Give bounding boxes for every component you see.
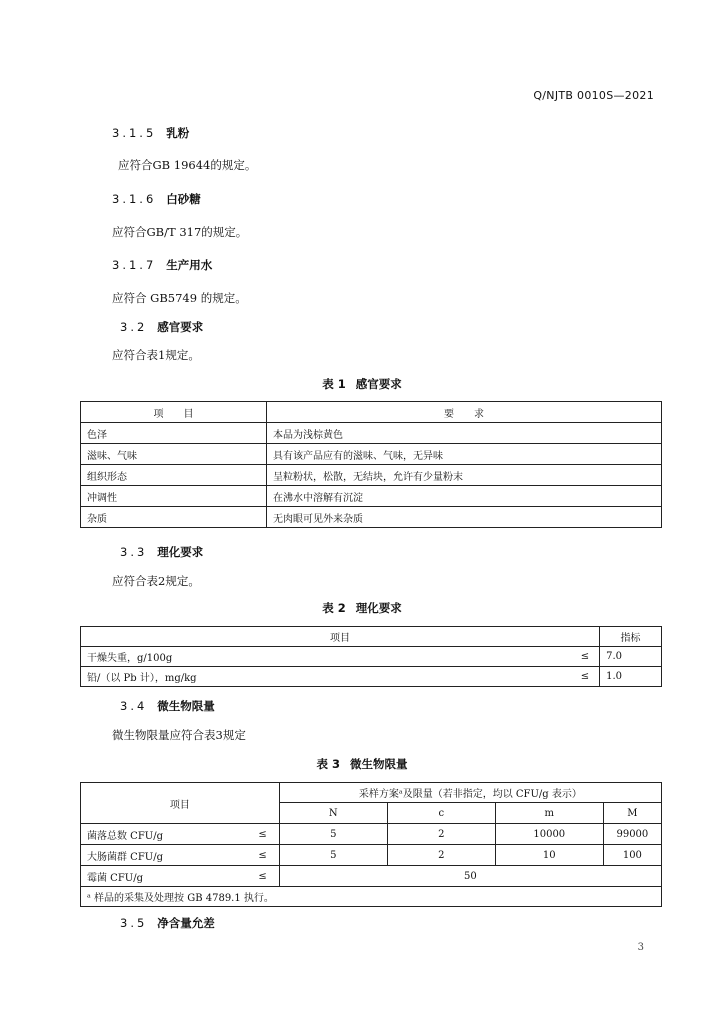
section-3-1-6-heading — [112, 191, 201, 207]
table-cell: 滋味、气味 — [81, 444, 267, 465]
table-cell: 5 — [279, 824, 387, 845]
table-cell: 100 — [603, 845, 661, 866]
header-cell: m — [495, 803, 603, 824]
table-row — [81, 647, 662, 667]
section-title: 感官要求 — [157, 320, 204, 334]
table-cell: 铅/（以 Pb 计），mg/kg — [81, 667, 570, 687]
table-footnote: ᵃ 样品的采集及处理按 GB 4789.1 执行。 — [81, 887, 662, 907]
table-row — [81, 444, 662, 465]
header-cell: 采样方案ᵃ及限量（若非指定，均以 CFU/g 表示） — [279, 783, 661, 803]
section-number: 3.2 — [120, 320, 148, 334]
table-row — [81, 845, 662, 866]
section-3-1-7-text: 应符合 GB5749 的规定。 — [112, 291, 247, 305]
page-number: 3 — [637, 942, 644, 953]
caption-number: 表 3 — [316, 757, 340, 771]
leq-symbol: ≤ — [233, 824, 279, 845]
table-cell: 2 — [387, 824, 495, 845]
leq-symbol: ≤ — [569, 667, 600, 687]
section-title: 白砂糖 — [166, 192, 201, 206]
table-cell: 呈粒粉状，松散，无结块，允许有少量粉末 — [267, 465, 662, 486]
table-cell: 杂质 — [81, 507, 267, 528]
header-cell: N — [279, 803, 387, 824]
table-cell: 冲调性 — [81, 486, 267, 507]
table-cell: 具有该产品应有的滋味、气味，无异味 — [267, 444, 662, 465]
table-cell: 干燥失重，g/100g — [81, 647, 570, 667]
table-cell: 无肉眼可见外来杂质 — [267, 507, 662, 528]
section-3-3-heading — [120, 544, 203, 560]
section-title: 生产用水 — [166, 258, 213, 272]
table-row — [81, 866, 662, 887]
section-3-1-5-heading — [112, 125, 189, 141]
header-cell: 指标 — [600, 627, 662, 647]
caption-number: 表 1 — [322, 377, 346, 391]
table-header-row — [81, 402, 662, 423]
table-cell: 大肠菌群 CFU/g — [81, 845, 233, 866]
caption-number: 表 2 — [322, 601, 346, 615]
table-header-row — [81, 783, 662, 803]
section-3-1-7-heading — [112, 257, 212, 273]
table-cell: 霉菌 CFU/g — [81, 866, 233, 887]
leq-symbol: ≤ — [233, 845, 279, 866]
leq-symbol: ≤ — [569, 647, 600, 667]
section-3-3-text: 应符合表2规定。 — [112, 574, 200, 588]
table-cell: 5 — [279, 845, 387, 866]
section-number: 3.3 — [120, 545, 148, 559]
document-code: Q/NJTB 0010S—2021 — [533, 89, 654, 102]
table-footnote-row — [81, 887, 662, 907]
section-number: 3.5 — [120, 916, 148, 930]
header-cell: 要 求 — [267, 402, 662, 423]
caption-title: 微生物限量 — [350, 757, 408, 771]
section-number: 3.4 — [120, 699, 148, 713]
header-cell: 项目 — [81, 783, 280, 824]
table-cell: 7.0 — [600, 647, 662, 667]
header-cell: c — [387, 803, 495, 824]
table-cell: 10 — [495, 845, 603, 866]
header-cell: 项目 — [81, 627, 600, 647]
header-cell: 项 目 — [81, 402, 267, 423]
section-number: 3.1.7 — [112, 258, 157, 272]
section-3-5-heading — [120, 915, 215, 931]
table-cell: 在沸水中溶解有沉淀 — [267, 486, 662, 507]
table-cell: 1.0 — [600, 667, 662, 687]
table-cell: 菌落总数 CFU/g — [81, 824, 233, 845]
table-2-physicochemical — [80, 626, 662, 687]
section-title: 乳粉 — [166, 126, 190, 140]
section-title: 净含量允差 — [157, 916, 215, 930]
table-row — [81, 465, 662, 486]
section-3-2-text: 应符合表1规定。 — [112, 348, 200, 362]
table-row — [81, 507, 662, 528]
section-title: 理化要求 — [157, 545, 204, 559]
section-3-2-heading — [120, 319, 203, 335]
section-number: 3.1.6 — [112, 192, 157, 206]
table-cell: 本品为浅棕黄色 — [267, 423, 662, 444]
caption-title: 感官要求 — [355, 377, 402, 391]
leq-symbol: ≤ — [233, 866, 279, 887]
table-2-caption — [0, 600, 724, 616]
table-1-caption — [0, 376, 724, 392]
header-cell: M — [603, 803, 661, 824]
table-row — [81, 667, 662, 687]
table-cell: 50 — [279, 866, 661, 887]
table-row — [81, 423, 662, 444]
table-cell: 2 — [387, 845, 495, 866]
table-header-row — [81, 627, 662, 647]
table-cell: 10000 — [495, 824, 603, 845]
section-3-1-6-text: 应符合GB/T 317的规定。 — [112, 225, 248, 239]
table-3-caption — [0, 756, 724, 772]
table-row — [81, 486, 662, 507]
caption-title: 理化要求 — [355, 601, 402, 615]
section-number: 3.1.5 — [112, 126, 157, 140]
table-row — [81, 824, 662, 845]
table-3-microbial — [80, 782, 662, 907]
section-3-4-heading — [120, 698, 215, 714]
table-cell: 组织形态 — [81, 465, 267, 486]
section-3-1-5-text: 应符合GB 19644的规定。 — [118, 158, 257, 172]
table-cell: 色泽 — [81, 423, 267, 444]
section-title: 微生物限量 — [157, 699, 215, 713]
table-1-sensory — [80, 401, 662, 528]
table-cell: 99000 — [603, 824, 661, 845]
section-3-4-text: 微生物限量应符合表3规定 — [112, 728, 246, 742]
